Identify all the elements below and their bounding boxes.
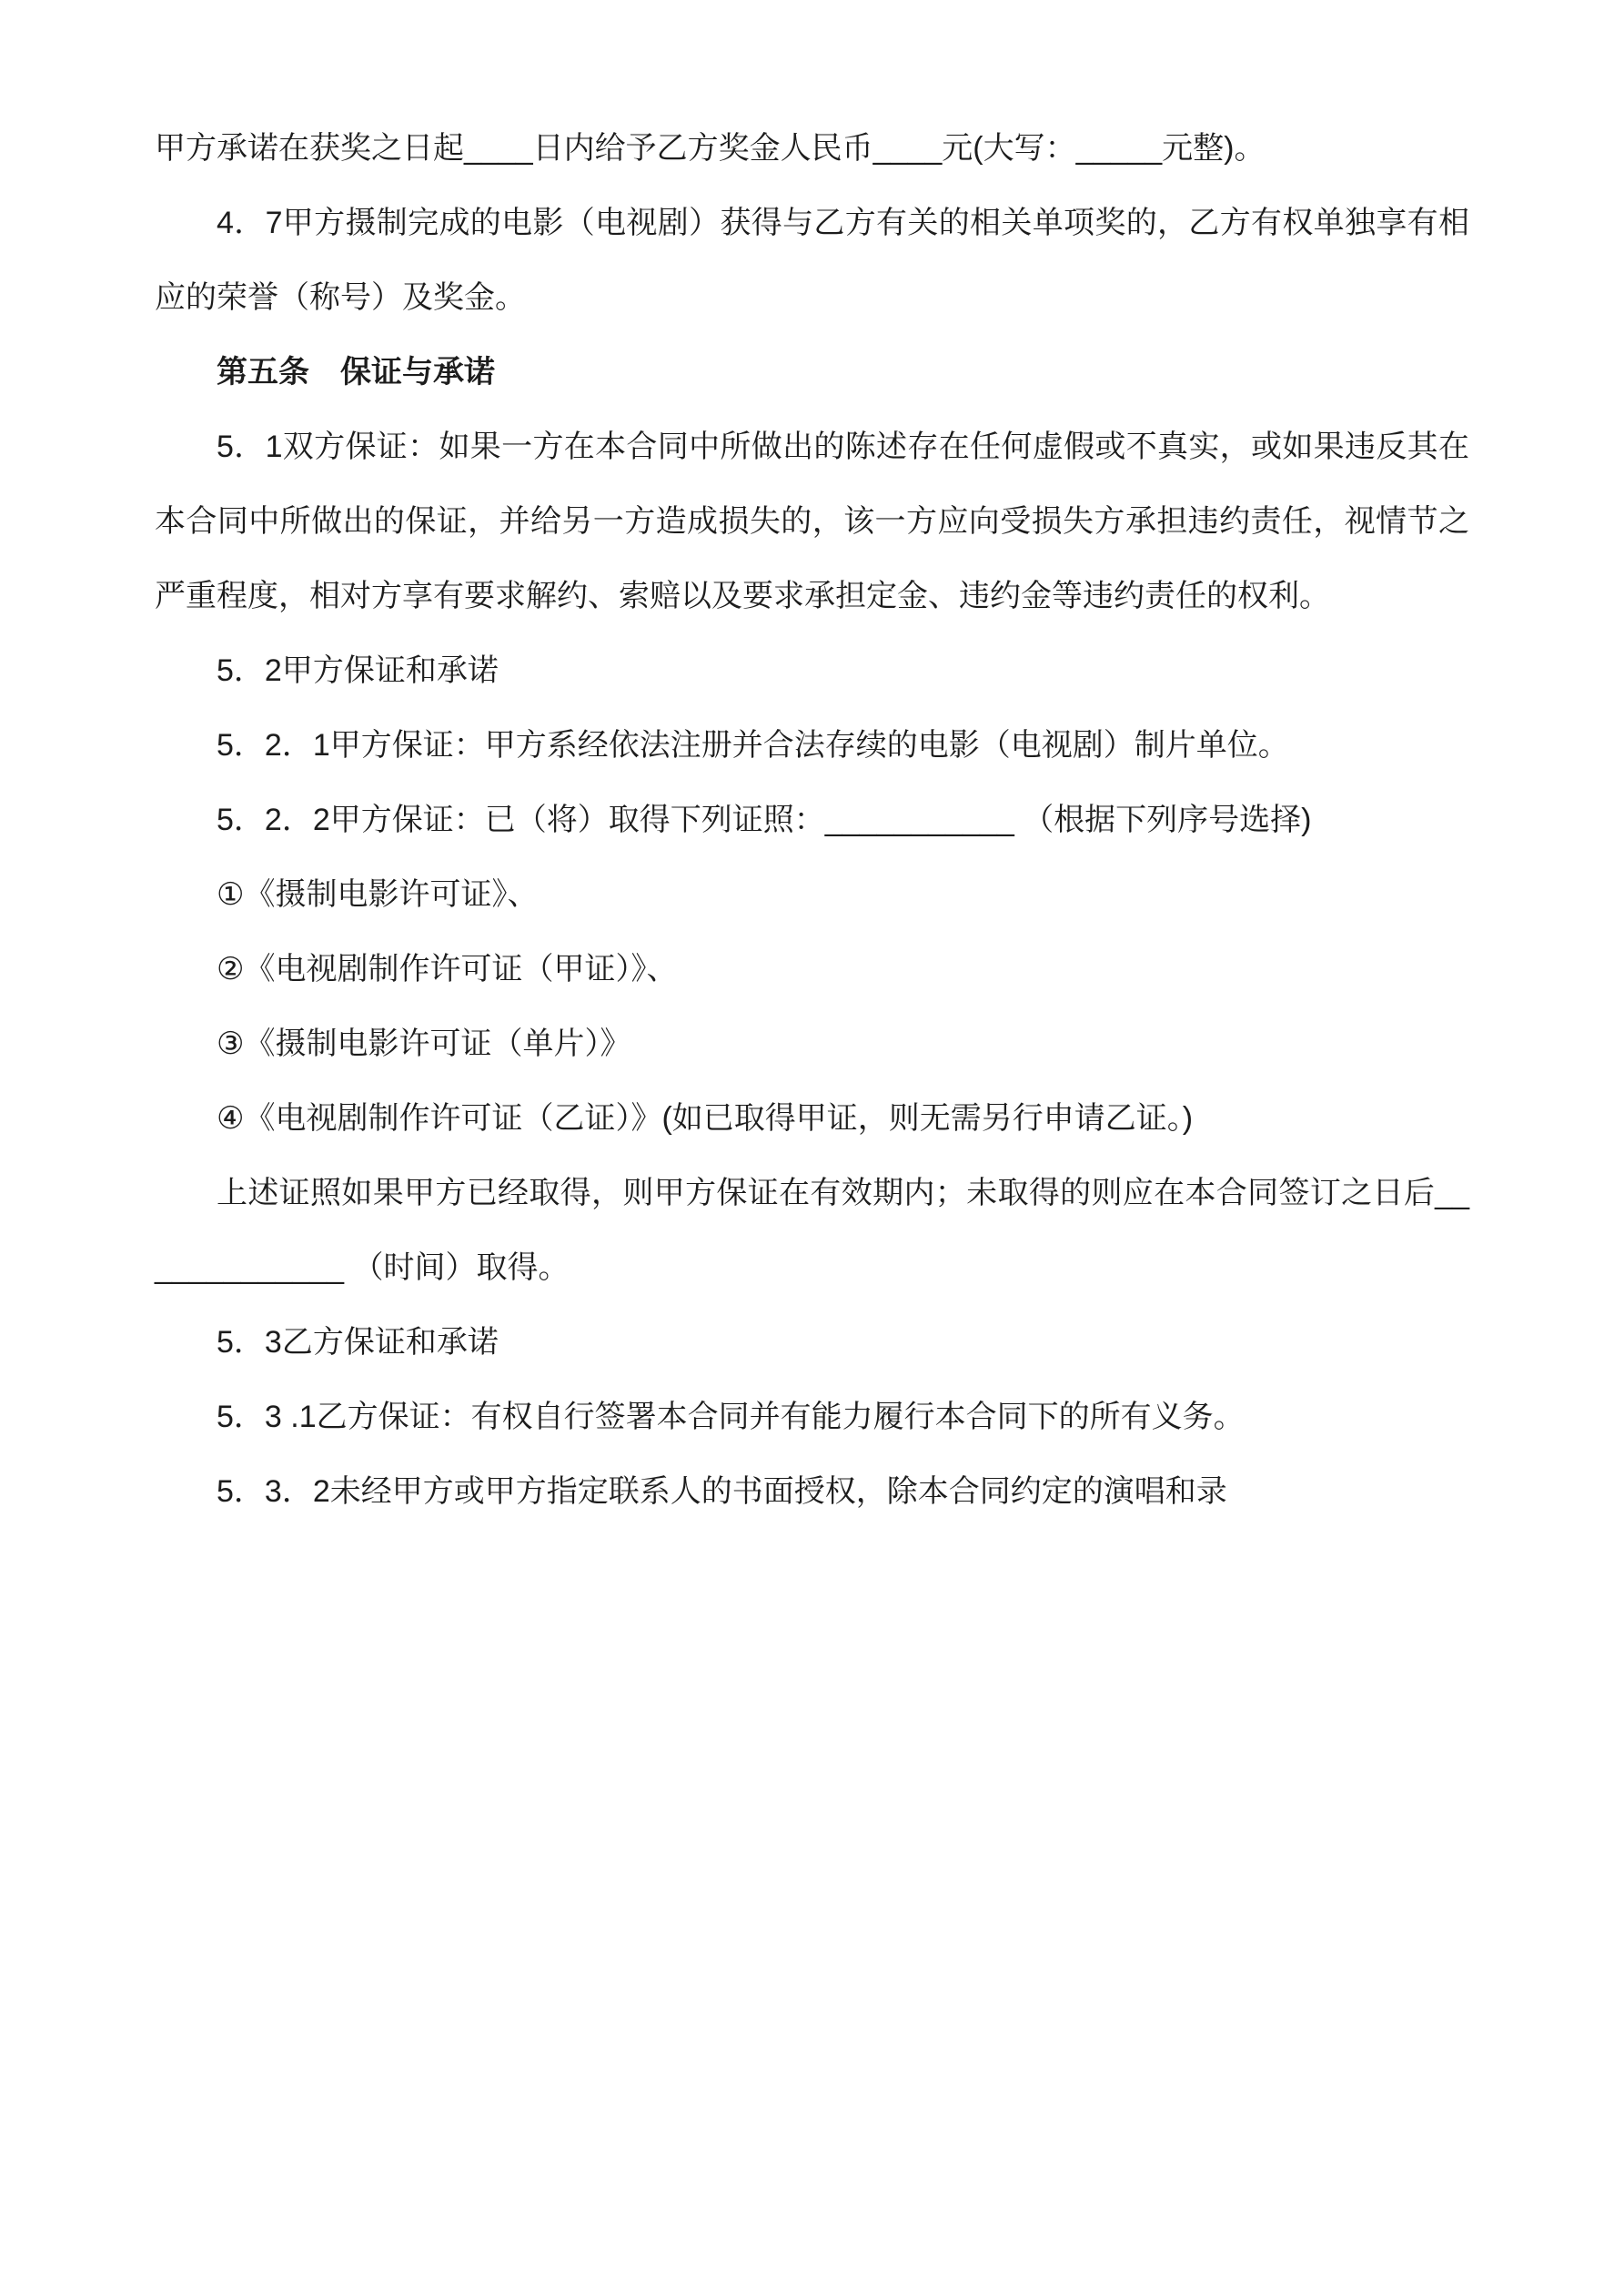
paragraph-clause-5-1: 5．1双方保证：如果一方在本合同中所做出的陈述存在任何虚假或不真实，或如果违反其在本合同中所做出的保证，并给另一方造成损失的，该一方应向受损失方承担违约责任，视情节之严重程度，相对方享有要求解约、索赔以及要求承担定金、违约金等违约责任的权利。 xyxy=(155,430,1469,613)
paragraph-clause-5-2-1: 5．2．1甲方保证：甲方系经依法注册并合法存续的电影（电视剧）制片单位。 xyxy=(217,728,1289,763)
paragraph-license-item-2: ②《电视剧制作许可证（甲证）》、 xyxy=(217,952,678,986)
paragraph-license-item-1: ①《摄制电影许可证》、 xyxy=(217,877,539,912)
section-heading-article-5: 第五条 保证与承诺 xyxy=(217,355,495,389)
paragraph-clause-5-3-1: 5．3 .1乙方保证：有权自行签署本合同并有能力履行本合同下的所有义务。 xyxy=(217,1400,1245,1434)
paragraph-clause-5-2: 5．2甲方保证和承诺 xyxy=(217,653,499,688)
paragraph-license-item-4: ④《电视剧制作许可证（乙证）》(如已取得甲证，则无需另行申请乙证。) xyxy=(217,1101,1194,1136)
paragraph-clause-4-7: 4．7甲方摄制完成的电影（电视剧）获得与乙方有关的相关单项奖的，乙方有权单独享有相应的荣誉（称号）及奖金。 xyxy=(155,206,1469,315)
paragraph-clause-5-2-2: 5．2．2甲方保证：已（将）取得下列证照：___________ （根据下列序号选择) xyxy=(217,803,1312,837)
paragraph-clause-5-3-2: 5．3．2未经甲方或甲方指定联系人的书面授权，除本合同约定的演唱和录 xyxy=(217,1474,1227,1509)
paragraph-license-validity: 上述证照如果甲方已经取得，则甲方保证在有效期内；未取得的则应在本合同签订之日后_____________ （时间）取得。 xyxy=(155,1176,1469,1285)
paragraph-clause-5-3: 5．3乙方保证和承诺 xyxy=(217,1325,499,1360)
paragraph-award-bonus-continuation: 甲方承诺在获奖之日起____日内给予乙方奖金人民币____元(大写：_____元整)。 xyxy=(155,131,1266,166)
paragraph-license-item-3: ③《摄制电影许可证（单片）》 xyxy=(217,1027,631,1061)
